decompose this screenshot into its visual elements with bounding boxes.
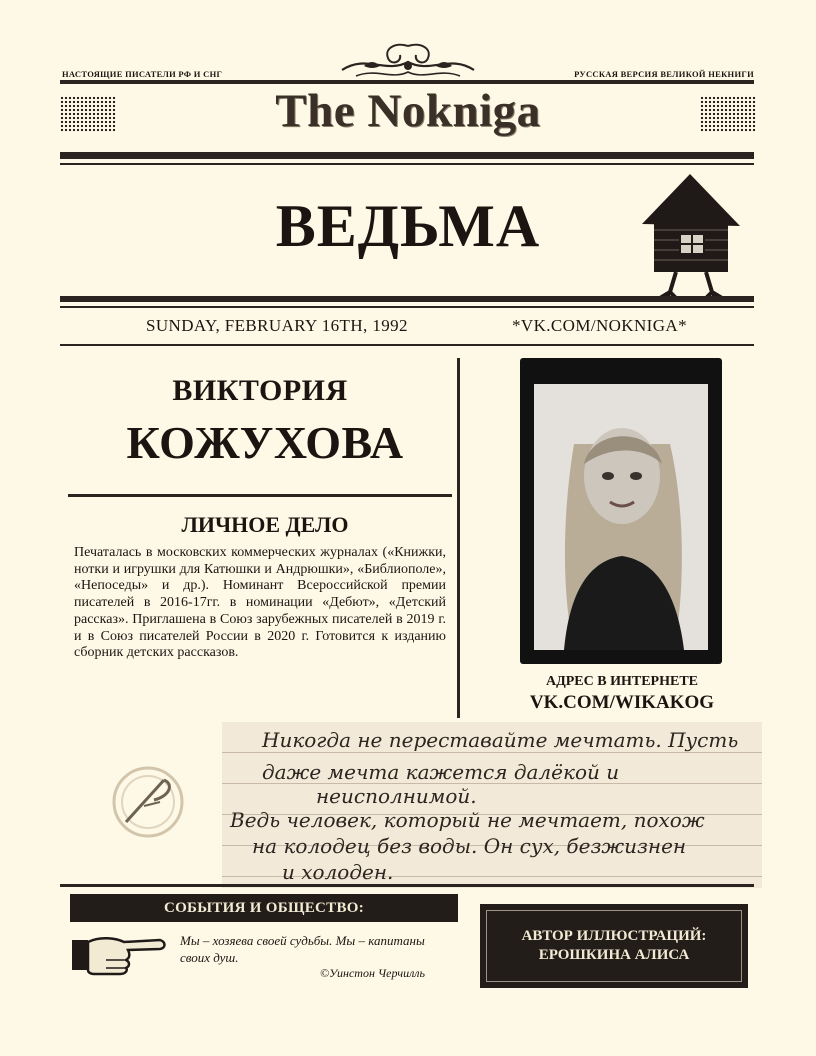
quote-text: Мы – хозяева своей судьбы. Мы – капитаны своих душ. bbox=[180, 933, 425, 965]
handwritten-note bbox=[222, 722, 762, 888]
internet-label: АДРЕС В ИНТЕРНЕТЕ bbox=[546, 674, 698, 689]
website-text: *VK.COM/NOKNIGA* bbox=[512, 316, 687, 335]
author-last-name: КОЖУХОВА bbox=[126, 417, 404, 468]
author-first-name: ВИКТОРИЯ bbox=[172, 374, 348, 407]
illustrator-box bbox=[480, 904, 748, 988]
date-text: SUNDAY, FEBRUARY 16TH, 1992 bbox=[146, 316, 408, 335]
masthead-rule-thick bbox=[60, 152, 754, 159]
tagline-left: НАСТОЯЩИЕ ПИСАТЕЛИ РФ И СНГ bbox=[62, 69, 223, 79]
events-heading: СОБЫТИЯ И ОБЩЕСТВО: bbox=[70, 894, 458, 922]
date-rule-bottom bbox=[60, 344, 754, 346]
personal-file-text: Печаталась в московских коммерческих журналах («Книжки, нотки и игрушки для Катюшки и Андрюшки», «Библиополе», «Непоседы» и др.). Номинант Всероссийской премии писателей в 2016-17гг. в номинации «Дебют», «Детский рассказ». Приглашена в Союз зарубежных писателей в 2019 г. и в Союз писателей России в 2020 г. Готовится к изданию сборник детских рассказов. bbox=[74, 545, 446, 661]
column-divider bbox=[457, 358, 460, 718]
personal-file-heading: ЛИЧНОЕ ДЕЛО bbox=[181, 512, 349, 537]
flourish-ornament bbox=[336, 40, 480, 82]
quill-stamp-icon bbox=[104, 762, 198, 844]
quote-author: ©Уинстон Черчилль bbox=[320, 966, 425, 980]
author-rule bbox=[68, 494, 452, 497]
internet-url: VK.COM/WIKAKOG bbox=[529, 692, 715, 713]
author-photo bbox=[520, 358, 722, 664]
headline: ВЕДЬМА bbox=[275, 193, 541, 259]
bottom-rule bbox=[60, 884, 754, 887]
date-rule-thick bbox=[60, 296, 754, 302]
note-line: Ведь человек, который не мечтает, похож bbox=[230, 808, 705, 832]
note-line: на колодец без воды. Он сух, безжизнен bbox=[252, 834, 687, 858]
note-line: неисполнимой. bbox=[316, 784, 477, 808]
illustrator-label: АВТОР ИЛЛЮСТРАЦИЙ: bbox=[521, 928, 707, 944]
note-line: Никогда не переставайте мечтать. Пусть bbox=[262, 728, 739, 752]
masthead-rule-thin bbox=[60, 163, 754, 165]
date-rule-thin bbox=[60, 306, 754, 308]
note-line: даже мечта кажется далёкой и bbox=[262, 760, 620, 784]
photo-portrait bbox=[534, 384, 708, 650]
pointing-hand-icon bbox=[70, 930, 166, 980]
note-line: и холоден. bbox=[282, 860, 394, 884]
hut-on-chicken-legs-icon bbox=[636, 168, 748, 300]
tagline-right: РУССКАЯ ВЕРСИЯ ВЕЛИКОЙ НЕКНИГИ bbox=[574, 69, 754, 79]
illustrator-name: ЕРОШКИНА АЛИСА bbox=[538, 947, 690, 963]
masthead-title: The Nokniga bbox=[275, 85, 541, 137]
